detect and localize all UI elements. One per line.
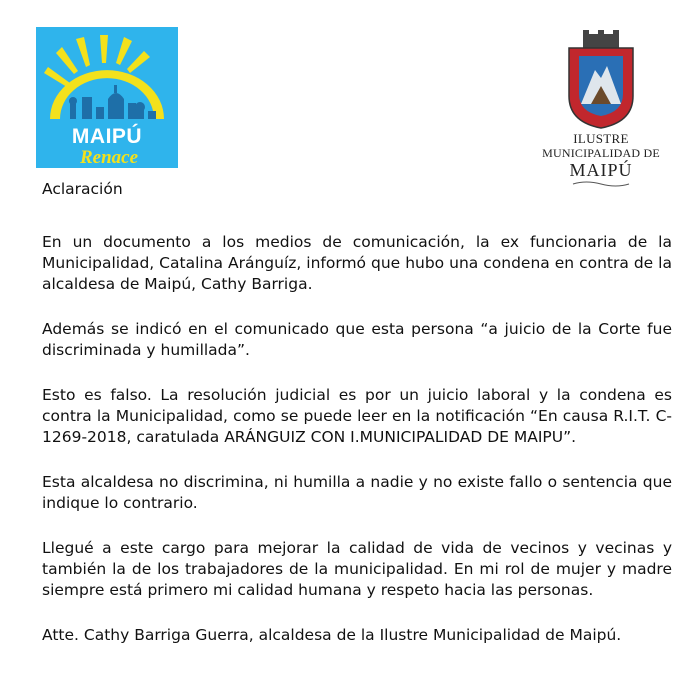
paragraph: Esta alcaldesa no discrimina, ni humilla a nadie y no existe fallo o sentencia que indique lo contrario.: [42, 473, 672, 512]
paragraph: En un documento a los medios de comunicación, la ex funcionaria de la Municipalidad, Catalina Aránguíz, informó que hubo una condena en contra de la alcaldesa de Maipú, Cathy Barriga.: [42, 233, 672, 293]
logo-tagline: Renace: [80, 147, 139, 168]
municipality-line3: MAIPÚ: [569, 160, 633, 180]
paragraph: Además se indicó en el comunicado que esta persona “a juicio de la Corte fue discriminada y humillada”.: [42, 320, 672, 359]
coat-of-arms-icon: [561, 30, 641, 130]
signature-line: Atte. Cathy Barriga Guerra, alcaldesa de la Ilustre Municipalidad de Maipú.: [42, 626, 622, 644]
document-heading: Aclaración: [42, 180, 123, 198]
maipu-renace-logo: [36, 27, 178, 168]
municipality-line2: MUNICIPALIDAD DE: [542, 146, 660, 160]
municipality-line1: ILUSTRE: [573, 131, 629, 146]
logo-name: MAIPÚ: [71, 125, 143, 148]
municipality-logo: [530, 30, 672, 190]
ornament-divider: [571, 180, 631, 188]
paragraph: Llegué a este cargo para mejorar la calidad de vida de vecinos y vecinas y también la de los trabajadores de la municipalidad. En mi rol de mujer y madre siempre está primero mi calidad humana y respeto hacia las personas.: [42, 539, 672, 599]
paragraph: Esto es falso. La resolución judicial es por un juicio laboral y la condena es contra la Municipalidad, como se puede leer en la notificación “En causa R.I.T. C-1269-2018, caratulada ARÁNGUIZ CON I.MUNICIPALIDAD DE MAIPU”.: [42, 386, 672, 446]
document-body: [42, 232, 672, 670]
